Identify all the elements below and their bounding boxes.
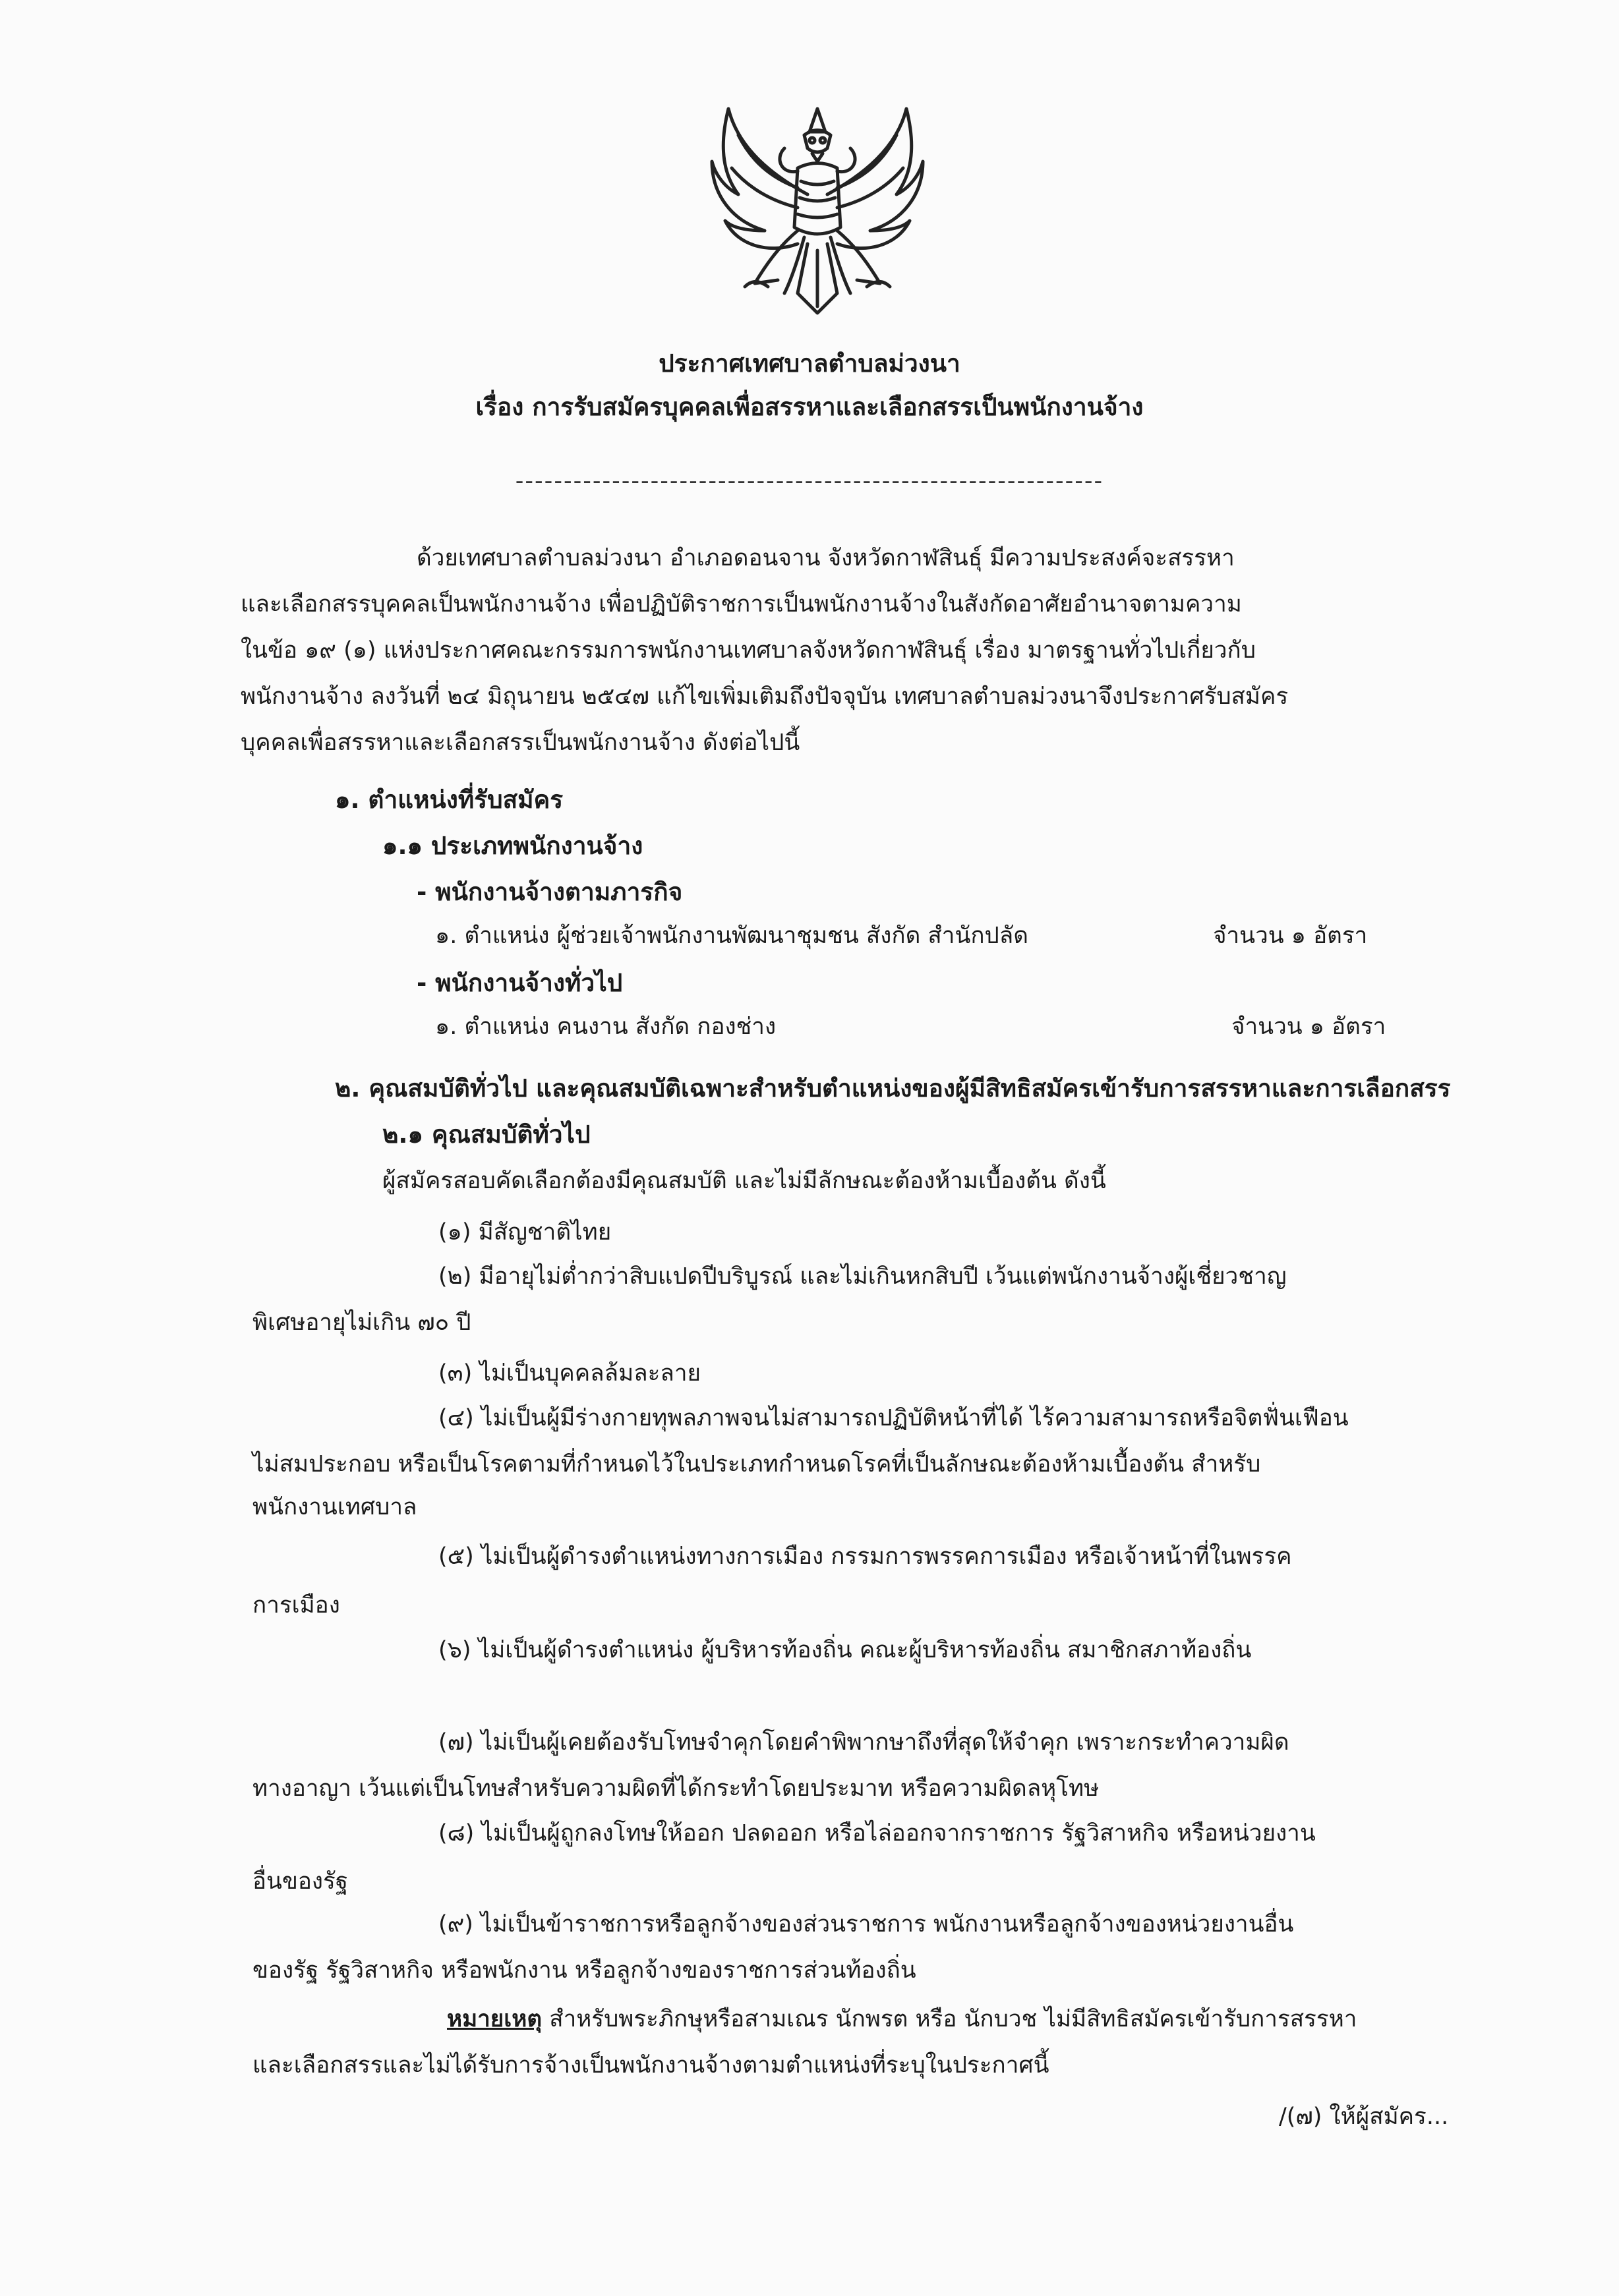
item-9-line-2: ของรัฐ รัฐวิสาหกิจ หรือพนักงาน หรือลูกจ้างของราชการส่วนท้องถิ่น xyxy=(252,1957,916,1984)
note-text: สำหรับพระภิกษุหรือสามเณร นักพรต หรือ นักบวช ไม่มีสิทธิสมัครเข้ารับการสรรหา xyxy=(542,2006,1357,2032)
position-2-count: จำนวน ๑ อัตรา xyxy=(1231,1014,1386,1040)
item-5-line-2: การเมือง xyxy=(252,1592,340,1619)
item-3: (๓) ไม่เป็นบุคคลล้มละลาย xyxy=(438,1360,701,1387)
item-5-line-1: (๕) ไม่เป็นผู้ดำรงตำแหน่งทางการเมือง กรรมการพรรคการเมือง หรือเจ้าหน้าที่ในพรรค xyxy=(438,1543,1292,1570)
note-line-1 xyxy=(447,2005,1357,2034)
group-mission-employees: - พนักงานจ้างตามภารกิจ xyxy=(417,878,683,906)
position-2: ๑. ตำแหน่ง คนงาน สังกัด กองช่าง xyxy=(435,1014,777,1040)
document-subject: เรื่อง การรับสมัครบุคคลเพื่อสรรหาและเลือกสรรเป็นพนักงานจ้าง xyxy=(475,393,1144,421)
item-8-line-1: (๘) ไม่เป็นผู้ถูกลงโทษให้ออก ปลดออก หรือไล่ออกจากราชการ รัฐวิสาหกิจ หรือหน่วยงาน xyxy=(438,1820,1316,1847)
item-4-line-1: (๔) ไม่เป็นผู้มีร่างกายทุพลภาพจนไม่สามารถปฏิบัติหน้าที่ได้ ไร้ความสามารถหรือจิตฟั่นเฟือน xyxy=(438,1405,1349,1431)
note-label: หมายเหตุ xyxy=(447,2006,543,2032)
item-6: (๖) ไม่เป็นผู้ดำรงตำแหน่ง ผู้บริหารท้องถิ่น คณะผู้บริหารท้องถิ่น สมาชิกสภาท้องถิ่น xyxy=(438,1637,1252,1663)
intro-line-4: พนักงานจ้าง ลงวันที่ ๒๔ มิถุนายน ๒๕๔๗ แก้ไขเพิ่มเติมถึงปัจจุบัน เทศบาลตำบลม่วงนาจึงประกาศรับสมัคร xyxy=(241,683,1289,710)
section-2-heading: ๒. คุณสมบัติทั่วไป และคุณสมบัติเฉพาะสำหรับตำแหน่งของผู้มีสิทธิสมัครเข้ารับการสรรหาและการเลือกสรร xyxy=(335,1074,1451,1103)
item-4-line-3: พนักงานเทศบาล xyxy=(252,1494,417,1520)
section-2-subheading: ๒.๑ คุณสมบัติทั่วไป xyxy=(382,1120,591,1149)
intro-line-3: ในข้อ ๑๙ (๑) แห่งประกาศคณะกรรมการพนักงานเทศบาลจังหวัดกาฬสินธุ์ เรื่อง มาตรฐานทั่วไปเกี่ยวกับ xyxy=(241,637,1256,664)
garuda-emblem-icon xyxy=(692,96,943,326)
intro-line-2: และเลือกสรรบุคคลเป็นพนักงานจ้าง เพื่อปฏิบัติราชการเป็นพนักงานจ้างในสังกัดอาศัยอำนาจตามความ xyxy=(241,591,1242,617)
position-1: ๑. ตำแหน่ง ผู้ช่วยเจ้าพนักงานพัฒนาชุมชน สังกัด สำนักปลัด xyxy=(435,923,1028,949)
item-1: (๑) มีสัญชาติไทย xyxy=(438,1219,612,1246)
position-1-count: จำนวน ๑ อัตรา xyxy=(1213,923,1368,949)
item-9-line-1: (๙) ไม่เป็นข้าราชการหรือลูกจ้างของส่วนราชการ พนักงานหรือลูกจ้างของหน่วยงานอื่น xyxy=(438,1911,1294,1937)
section-1-heading: ๑. ตำแหน่งที่รับสมัคร xyxy=(335,786,564,814)
intro-line-1: ด้วยเทศบาลตำบลม่วงนา อำเภอดอนจาน จังหวัดกาฬสินธุ์ มีความประสงค์จะสรรหา xyxy=(417,545,1235,571)
item-8-line-2: อื่นของรัฐ xyxy=(252,1868,349,1895)
section-2-lead: ผู้สมัครสอบคัดเลือกต้องมีคุณสมบัติ และไม่มีลักษณะต้องห้ามเบื้องต้น ดังนี้ xyxy=(382,1168,1106,1194)
item-7-line-2: ทางอาญา เว้นแต่เป็นโทษสำหรับความผิดที่ได้กระทำโดยประมาท หรือความผิดลหุโทษ xyxy=(252,1775,1100,1802)
item-2-line-2: พิเศษอายุไม่เกิน ๗๐ ปี xyxy=(252,1309,471,1336)
continuation-marker: /(๗) ให้ผู้สมัคร... xyxy=(1279,2104,1449,2130)
header-divider: ------------------------------------------------------------- xyxy=(515,468,1104,494)
item-4-line-2: ไม่สมประกอบ หรือเป็นโรคตามที่กำหนดไว้ในประเภทกำหนดโรคที่เป็นลักษณะต้องห้ามเบื้องต้น สำหรับ xyxy=(252,1451,1261,1478)
item-2-line-1: (๒) มีอายุไม่ต่ำกว่าสิบแปดปีบริบูรณ์ และไม่เกินหกสิบปี เว้นแต่พนักงานจ้างผู้เชี่ยวชาญ xyxy=(438,1263,1287,1290)
intro-line-5: บุคคลเพื่อสรรหาและเลือกสรรเป็นพนักงานจ้าง ดังต่อไปนี้ xyxy=(241,730,800,756)
item-7-line-1: (๗) ไม่เป็นผู้เคยต้องรับโทษจำคุกโดยคำพิพากษาถึงที่สุดให้จำคุก เพราะกระทำความผิด xyxy=(438,1729,1289,1756)
document-title: ประกาศเทศบาลตำบลม่วงนา xyxy=(659,349,960,378)
note-line-2: และเลือกสรรและไม่ได้รับการจ้างเป็นพนักงานจ้างตามตำแหน่งที่ระบุในประกาศนี้ xyxy=(252,2052,1049,2079)
section-1-subheading: ๑.๑ ประเภทพนักงานจ้าง xyxy=(382,832,643,860)
group-general-employees: - พนักงานจ้างทั่วไป xyxy=(417,969,623,997)
